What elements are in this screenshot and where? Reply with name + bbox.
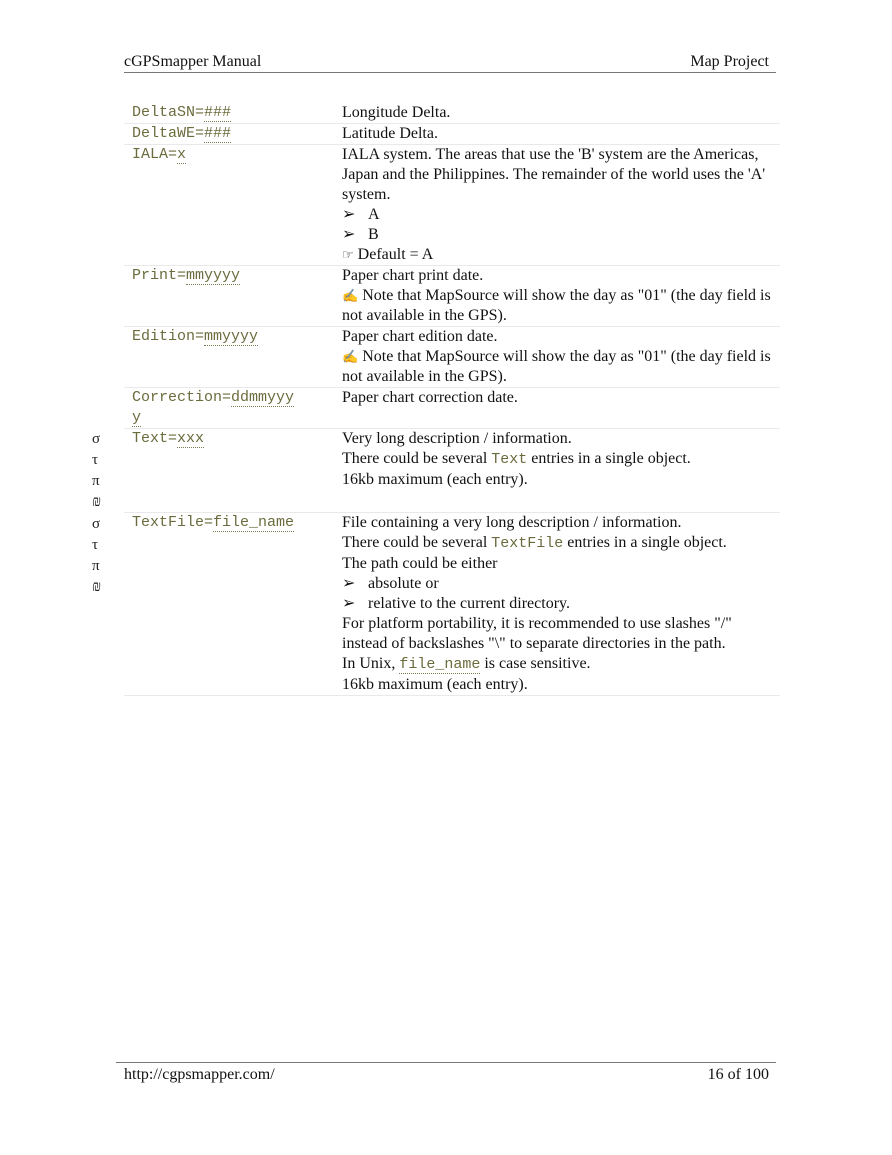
list-item: ➢ B [342, 226, 379, 243]
page-header [124, 52, 776, 73]
param-value-wrap[interactable]: y [132, 409, 142, 426]
param-description: Longitude Delta. [342, 104, 451, 121]
pencil-note-icon: ✍ [342, 349, 359, 364]
param-description: Paper chart correction date. [342, 389, 518, 406]
param-key: IALA=x [132, 146, 187, 163]
pi-glyph: π [92, 558, 100, 574]
pencil-note-icon: ✍ [342, 288, 359, 303]
param-value[interactable]: ### [204, 125, 232, 142]
page-number: 16 of 100 [707, 1066, 769, 1083]
param-description: IALA system. The areas that use the 'B' system are the Americas, Japan and the Philippines. The remainder of the world uses the 'A' system. ➢ A ➢ B ☞ Default = A [334, 145, 780, 265]
code-file-name[interactable]: file_name [399, 656, 481, 673]
table-row-edition [124, 327, 780, 388]
param-value[interactable]: ### [204, 104, 232, 121]
header-title: cGPSmapper Manual [124, 53, 262, 70]
param-value[interactable]: mmyyyy [204, 328, 259, 345]
code-textfile: TextFile [491, 535, 564, 552]
table-row-textfile [124, 513, 780, 696]
tau-glyph: τ [92, 537, 99, 553]
list-item: ➢ A [342, 206, 380, 223]
table-row-deltawe [124, 124, 780, 145]
param-value[interactable]: x [177, 146, 187, 163]
param-value[interactable]: mmyyyy [186, 267, 241, 284]
param-value[interactable]: file_name [213, 514, 295, 531]
table-row-correction [124, 388, 780, 429]
param-key: Print=mmyyyy [132, 267, 241, 284]
sigma-glyph: σ [92, 431, 101, 447]
param-description: Paper chart print date. ✍ Note that MapSource will show the day as "01" (the day field is not available in the GPS). [334, 266, 780, 326]
page-footer [116, 1062, 776, 1087]
side-glyphs-1 [92, 429, 101, 513]
param-key: DeltaSN=### [132, 104, 232, 121]
param-value[interactable]: ddmmyyy [231, 389, 295, 406]
param-key: DeltaWE=### [132, 125, 232, 142]
arrow-bullet-icon: ➢ [342, 206, 356, 223]
param-value[interactable]: xxx [177, 430, 205, 447]
list-item: ➢ relative to the current directory. [342, 595, 570, 612]
param-description: File containing a very long description / information. There could be several TextFile entries in a single object. The path could be either ➢ absolute or ➢ relative to the current directory. For platform portability, it is recommended to use slashes "/" instead of backslashes "\" to separate directories in the path. In Unix, file_name is case sensitive. 16kb maximum (each entry). [334, 513, 780, 695]
tau-glyph: τ [92, 452, 99, 468]
footer-url[interactable]: http://cgpsmapper.com/ [124, 1066, 275, 1083]
param-key: Text=xxx [132, 430, 205, 447]
note: ✍ Note that MapSource will show the day as "01" (the day field is not available in the GPS). [342, 348, 771, 385]
param-description: Paper chart edition date. ✍ Note that MapSource will show the day as "01" (the day field is not available in the GPS). [334, 327, 780, 387]
list-item: ➢ absolute or [342, 575, 439, 592]
param-key: Edition=mmyyyy [132, 328, 259, 345]
sigma-glyph: σ [92, 516, 101, 532]
param-description: Very long description / information. There could be several Text entries in a single object. 16kb maximum (each entry). [342, 430, 691, 488]
arrow-bullet-icon: ➢ [342, 226, 356, 243]
sheqel-glyph: ₪ [92, 579, 102, 595]
table-row-deltasn [124, 103, 780, 124]
side-glyphs-2 [92, 514, 101, 598]
param-description: Latitude Delta. [342, 125, 438, 142]
note: ✍ Note that MapSource will show the day as "01" (the day field is not available in the GPS). [342, 287, 771, 324]
arrow-bullet-icon: ➢ [342, 575, 356, 592]
pointing-hand-icon: ☞ [342, 247, 354, 262]
table-row-print [124, 266, 780, 327]
header-section: Map Project [690, 53, 769, 70]
sheqel-glyph: ₪ [92, 494, 102, 510]
pi-glyph: π [92, 473, 100, 489]
table-row-iala [124, 145, 780, 266]
arrow-bullet-icon: ➢ [342, 595, 356, 612]
code-text: Text [491, 451, 528, 468]
table-row-text [124, 429, 780, 513]
param-key: TextFile=file_name [132, 514, 295, 531]
param-key: Correction=ddmmyyy y [132, 389, 295, 426]
parameter-table [124, 103, 780, 696]
default-note: ☞ Default = A [342, 246, 434, 263]
